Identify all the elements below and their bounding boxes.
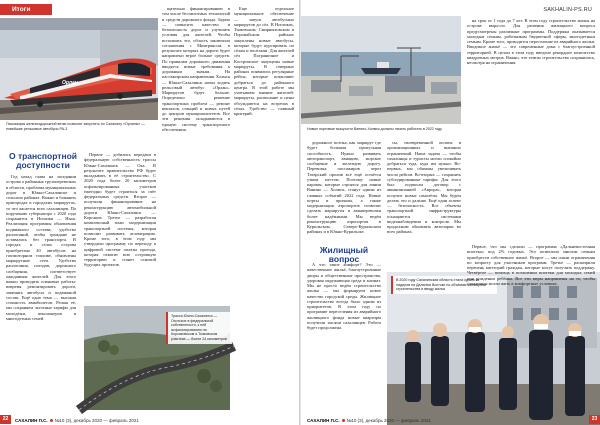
article-column-2 bbox=[84, 152, 156, 310]
article-paragraph: Год назад глава на заседании острова о районных грузоперевозках в области, проблема муниципальных дорог в Южно-Сахалинске и сельских районах. Важно и ближних пригородах в городских маршрутах, то что касается всех сахалинцев. По поручению губернатора с 2020 года сохранится в Ноглики — Ныш. Реализация программы обновления подвижного состава, удобство расписаний, чтобы граждане не оставались без транспорта. В городах и селах острова приобретено 40 автобусов на газомоторном топливе, обновлены маршрутные сети. Удобство расписания, поездов, дорожного сообщения, соответствует ожиданиям жителей. Для этого важно проводить плановые работы: вовремя ремонтировать дороги, заменять автобусы и подвижной состав. Ещё одна тема — высокая стоимость авиабилетов. Решая её, мы сохраняем льготные тарифы для молодёжи, пенсионеров и многодетных семей. bbox=[6, 174, 77, 321]
article-column-9 bbox=[467, 244, 595, 286]
website-url: SAKHALIN-PS.RU bbox=[543, 7, 592, 13]
article-paragraph: щательно финансированию в том числе беспилотных технологий и средств дорожного фонда. Задача — повысить качество и безопасность дорог и улучшить условия для жителей. Чтобы исполнить это, область заключила соглашения с Минтрансом, в результате которых на дороги будет направлено втрое больше средств. По правилам дорожного движения вводятся новые требования к дорожным знакам. На пассажирском направлении Холмск — Южно-Сахалинск начал ходить рельсовый автобус «Орлан». Маршрутов будет больше. Определено решение транспортных проблем — ремонт вокзалов, станций и новых путей до центров муниципалитетов. Все эти решения складываются в единую систему транспортного обеспечения. bbox=[162, 6, 230, 132]
article-column-8 bbox=[307, 262, 381, 410]
section-tag: Итоги bbox=[0, 4, 52, 15]
article-paragraph: на срок от 1 года до 7 лет. В этом году строительство жилья на острове выросло. Для решения жилищного вопроса предусмотрены различные программы. Поддержка оказывается молодым семьям, работникам бюджетной сферы, многодетным семьям. Кроме того, проводится переселение из аварийного жилья. Вводимое жильё — это современные дома с благоустроенной территорией. В целом в этом году введено рекордное количество квадратных метров. Важно, что темпы строительства сохранились, несмотря на ограничения. bbox=[467, 18, 595, 65]
article-paragraph: дорожного потока, как маршрут где будет большая пропускная способность. Нужно развивать автотранспорт, авиацию, морское сообщение и железную дорогу. Перевозка пассажиров через Татарский пролив всё ещё остаётся узким местом. Поэтому новые паромы, которые строятся для линии Ванино — Холмск, станут одним из главных событий 2022 года. Новые порты и причалы, а также модернизация аэропортов позволят сделать маршруты и авиаперевозки более надёжными. Мы ведём реконструкцию аэропортов в Курильском, Северо-Курильском районах и в Южно-Курильске. bbox=[307, 140, 381, 235]
meeting-caption: В 2020 году Сахалинская область стала одним из лидеров на Дальнем Востоке по объёмам жилищного строительства и вводу жилья bbox=[391, 276, 497, 294]
article-paragraph: Первое, что мы сделали — программа «Дальневосточная ипотека» под 2% годовых. Это позволило многим семьям приобрести собственное жильё. Второе — мы сняли ограничения по возрасту для участников программ. Третье — расширили перечень категорий граждан, которые могут получить поддержку. Четвёртое — помощь в погашении ипотеки для молодых семей при рождении ребёнка. Все эти меры направлены на то, чтобы сахалинцы могли жить в комфортных условиях. bbox=[467, 244, 595, 286]
port-caption: Новые портовые мощности Ванино-Холмск должны начать работать в 2022 году bbox=[307, 127, 442, 131]
train-caption: Пассажиры железнодорожной ветки позволят запустить по Сахалину «Орланы» — новейшие рельсовые автобусы РА-3 bbox=[6, 122, 145, 131]
port-photo bbox=[301, 16, 461, 124]
article-column-4 bbox=[234, 6, 294, 306]
meeting-image bbox=[387, 272, 600, 425]
article-heading: О транспортной доступности bbox=[8, 151, 78, 170]
meeting-photo bbox=[387, 272, 600, 425]
article-paragraph: А что такое комфорт? Это — качественное жильё, благоустроенные дворы и общественные пространства, здоровая окружающая среда и климат. Мы не просто ведём строительство жилья — мы формируем новое качество городской среды. Жилищное строительство всегда было одним из приоритетов. В этом году по программе переселения из аварийного жилищного фонда новые квартиры получили тысячи сахалинцев. Работа будет продолжена. bbox=[307, 262, 381, 330]
article-column-1 bbox=[6, 174, 76, 410]
left-page bbox=[0, 0, 299, 425]
right-page-number: 23 bbox=[589, 415, 600, 424]
article-column-5 bbox=[307, 140, 381, 240]
port-image bbox=[301, 16, 461, 124]
right-page bbox=[301, 0, 600, 425]
left-page-number: 22 bbox=[0, 415, 11, 424]
article-paragraph: Первое — добились передачи в федеральную собственность трассы Южно-Сахалинск — Оха. В результате правительство РФ будет вкладывать в её строительство. С 2020 года более 20 километров асфальтированных участков ежегодно будет строиться за счёт федеральных средств. Второе — получили финансирование на реконструкцию автомобильной дороги Южно-Сахалинск — Корсаков. Третье — разработан комплексный план модернизации транспортной системы, которая позволит развивать агломерацию. Кроме того, в этом году мы утвердили программу по переходу к цифровой системе оплаты проезда, которая охватит всю островную территорию и станет основой будущих проектов. bbox=[84, 152, 156, 268]
issue-info: №10 (3), декабрь 2020 — февраль 2021 bbox=[54, 418, 139, 423]
train-image bbox=[0, 18, 158, 120]
article-column-7 bbox=[467, 18, 595, 240]
road-caption: Трасса Южно-Сахалинск — Охотское в федеральной собственности, к ней асфальтированию на Корсаковском и Тымовском участках — более 24 километров bbox=[166, 312, 232, 344]
article-paragraph: сы, своевременной оплаты и организационных и внешних ограничений. Наша задача — чтобы сахалинцы и туристы могли спокойно добраться туда, куда им нужно. Во-первых, мы обязаны увеличивать число рейсов. Во-вторых — сохранить субсидированные тарифы. Для этого был подписан договор с авиакомпанией «Аврора», которая получит новые самолёты. Мы будем делать это и дальше. Ещё один аспект — безопасность. Все объекты транспортной инфраструктуры оснащаются системами видеонаблюдения и контроля. Мы продолжим обновлять автопарки во всех районах. bbox=[387, 140, 461, 235]
separator-dot-icon bbox=[50, 419, 53, 422]
housing-heading: Жилищный вопрос bbox=[319, 245, 369, 264]
article-column-6 bbox=[387, 140, 461, 240]
magazine-name: САХАЛИН П.С. bbox=[307, 418, 340, 423]
right-footer bbox=[307, 416, 431, 425]
train-logo-text: Орлан bbox=[62, 80, 78, 86]
magazine-name: САХАЛИН П.С. bbox=[15, 418, 48, 423]
article-paragraph: Еще отдельное муниципальное обеспечение — запуск автобусных маршрутов до сёл. В Ногликах, Тымовском, Смирныховском и Поронайском районах закуплены новые автобусы, которые будут курсировать по сёлам и посёлкам. Для жителей сёл Пограничное и Костромское запущены новые маршруты. В северных районах появились регулярные рейсы, которые позволяют добраться до районного центра. В этой работе мы учитываем мнение жителей: маршруты, расписание и цены обсуждаются на встречах в сёлах. Удобство — главный критерий. bbox=[234, 6, 294, 116]
train-photo bbox=[0, 18, 158, 120]
separator-dot-icon bbox=[342, 419, 345, 422]
left-footer bbox=[15, 416, 139, 425]
issue-info: №10 (3), декабрь 2020 — февраль 2021 bbox=[346, 418, 431, 423]
